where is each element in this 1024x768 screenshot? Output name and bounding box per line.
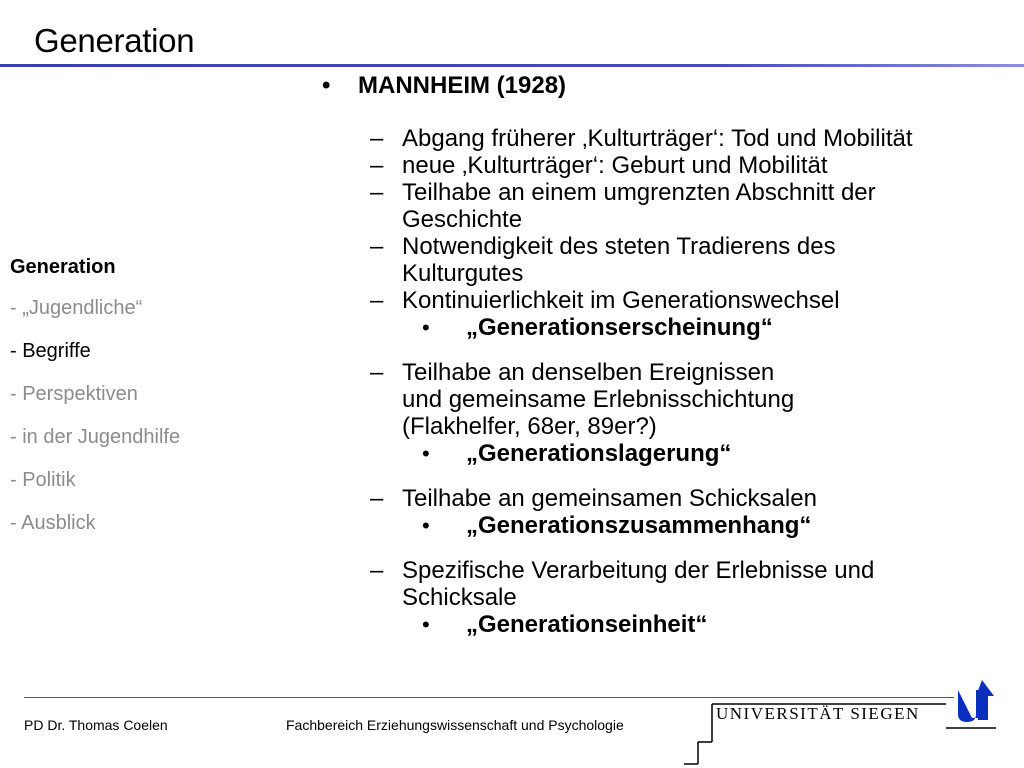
list-item [320, 557, 960, 611]
sub-item-prefix: „Generations [466, 512, 619, 539]
title-divider [0, 64, 1024, 67]
sub-item [320, 314, 960, 341]
list-item-text-line2: und gemeinsame Erlebnisschichtung [402, 386, 795, 413]
bullet-icon: • [422, 441, 430, 466]
list-item-text: Spezifische Verarbeitung der Erlebnisse und Schicksale [402, 557, 875, 611]
sub-item-suffix: “ [695, 611, 708, 638]
list-item [320, 485, 960, 512]
sub-item-emphasis: erscheinung [618, 314, 761, 341]
sub-item-prefix: „Generations [466, 611, 619, 638]
dash-icon: – [370, 485, 384, 512]
main-heading: MANNHEIM (1928) [358, 72, 567, 99]
list-item-text-line3: (Flakhelfer, 68er, 89er?) [402, 413, 657, 440]
dash-icon: – [370, 557, 384, 584]
slide-content [320, 72, 960, 638]
list-item [320, 359, 960, 440]
dash-icon: – [370, 179, 384, 206]
sidebar-title: Generation [10, 256, 116, 278]
sidebar-item-jugendhilfe[interactable]: - in der Jugendhilfe [10, 426, 181, 448]
footer-author: PD Dr. Thomas Coelen [24, 717, 168, 733]
dash-icon: – [370, 233, 384, 260]
list-item-text: Teilhabe an gemeinsamen Schicksalen [402, 485, 817, 512]
list-item-text: Kontinuierlichkeit im Generationswechsel [402, 287, 840, 314]
sidebar-nav [10, 256, 180, 554]
sub-item-emphasis: einheit [618, 611, 696, 638]
dash-icon: – [370, 125, 384, 152]
sub-item-prefix: „Generations [466, 314, 619, 341]
bullet-icon: • [422, 315, 430, 340]
sidebar-item-jugendliche[interactable]: - „Jugendliche“ [10, 297, 143, 319]
list-item-text: Teilhabe an denselben Ereignissen [402, 359, 775, 386]
sub-item-emphasis: zusammenhang [618, 512, 800, 539]
list-item [320, 152, 960, 179]
list-item-text: Notwendigkeit des steten Tradierens des Kulturgutes [402, 233, 836, 287]
sub-item-emphasis: lagerung [618, 440, 720, 467]
sidebar-item-perspektiven[interactable]: - Perspektiven [10, 383, 138, 405]
sidebar-item-begriffe[interactable]: - Begriffe [10, 340, 91, 362]
sub-item-suffix: “ [760, 314, 773, 341]
sub-item [320, 440, 960, 467]
dash-icon: – [370, 152, 384, 179]
university-name: UNIVERSITÄT SIEGEN [716, 704, 920, 723]
bullet-icon: • [422, 513, 430, 538]
list-item [320, 125, 960, 152]
sub-item-suffix: “ [719, 440, 732, 467]
slide-title: Generation [34, 22, 195, 59]
main-bullet [320, 72, 960, 99]
list-item [320, 179, 960, 233]
dash-icon: – [370, 359, 384, 386]
bullet-icon: • [422, 612, 430, 637]
list-item-text: Abgang früherer ‚Kulturträger‘: Tod und Mobilität [402, 125, 913, 152]
sub-item [320, 512, 960, 539]
list-item-text: Teilhabe an einem umgrenzten Abschnitt der Geschichte [402, 179, 876, 233]
list-item [320, 287, 960, 314]
sub-item-suffix: “ [799, 512, 812, 539]
sidebar-item-politik[interactable]: - Politik [10, 469, 76, 491]
dash-icon: – [370, 287, 384, 314]
bullet-icon: • [322, 72, 331, 99]
sub-item-prefix: „Generations [466, 440, 619, 467]
list-item [320, 233, 960, 287]
sidebar-item-ausblick[interactable]: - Ausblick [10, 512, 96, 534]
list-item-text: neue ‚Kulturträger‘: Geburt und Mobilität [402, 152, 828, 179]
sub-item [320, 611, 960, 638]
footer-department: Fachbereich Erziehungswissenschaft und Psychologie [286, 717, 624, 733]
